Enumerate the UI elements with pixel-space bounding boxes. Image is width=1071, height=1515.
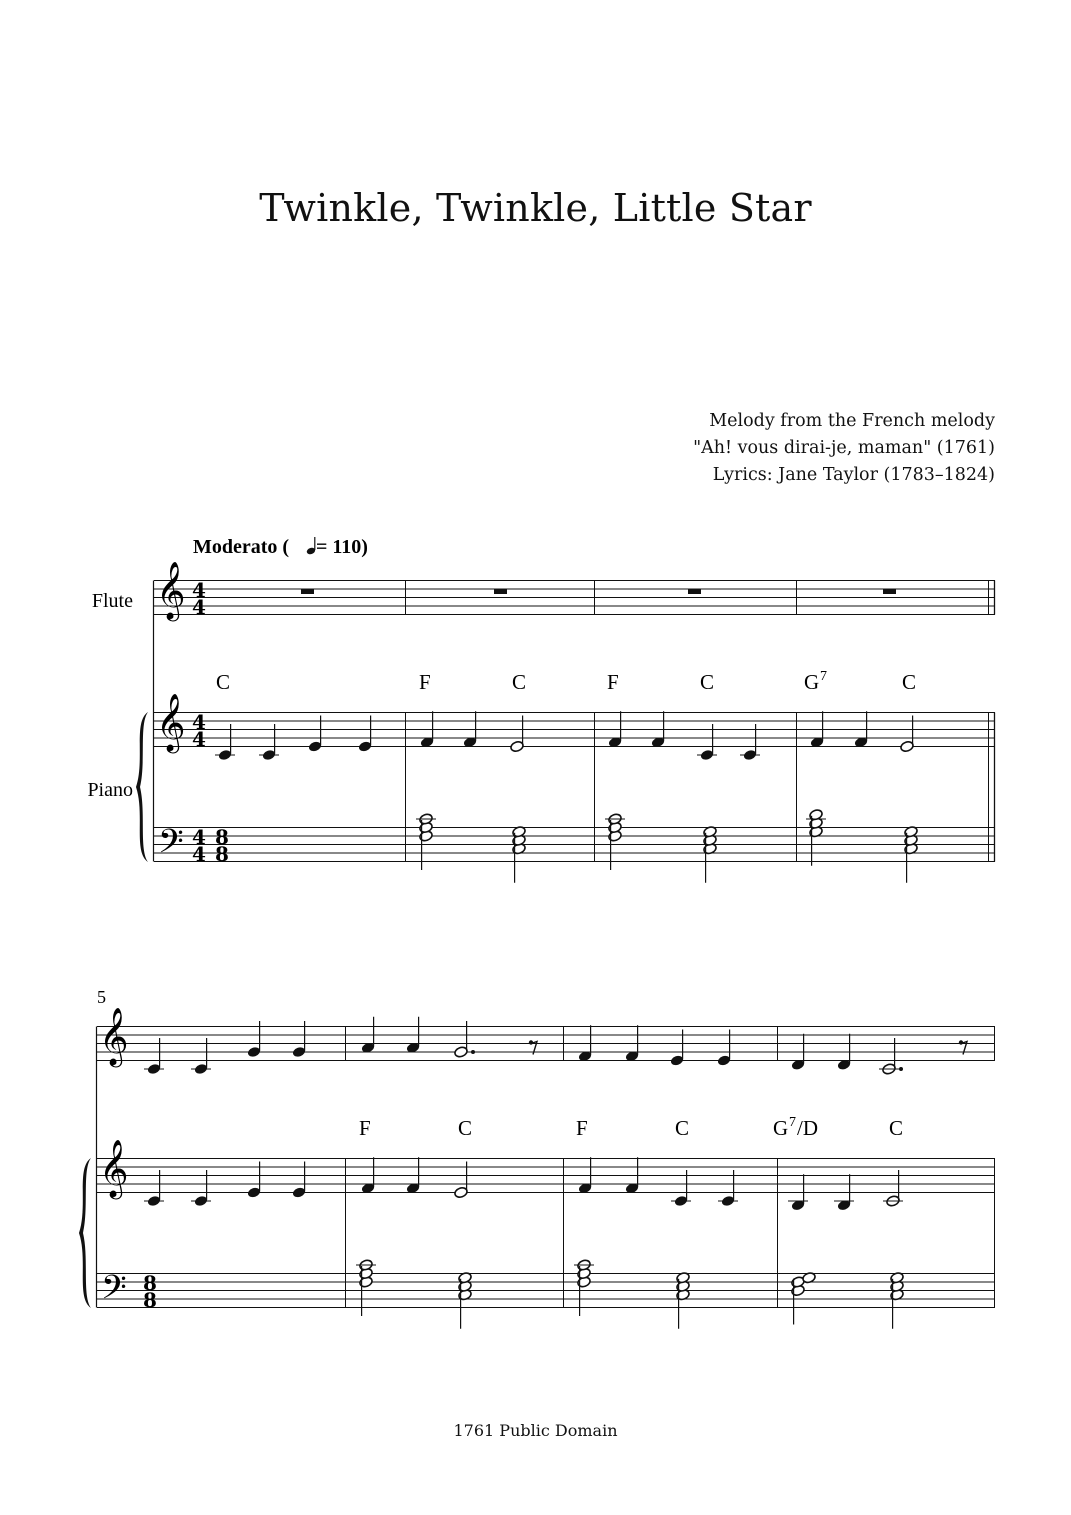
chord-superscript: 7: [789, 1115, 796, 1130]
chord-symbol: C: [458, 1116, 473, 1140]
piano-brace-2: [79, 1158, 91, 1308]
chord-superscript: 7: [820, 669, 827, 684]
flute-staff-1: [154, 581, 995, 615]
piano-bass-chords-system-1: [416, 808, 918, 882]
chord-symbol: F: [419, 670, 431, 694]
flute-rests-system-1: [301, 589, 896, 594]
svg-text:4: 4: [192, 595, 206, 619]
time-signature: [192, 578, 206, 866]
tempo-text: Moderato (: [193, 536, 290, 558]
piano-treble-notes-system-1: [215, 711, 914, 761]
svg-text:4: 4: [192, 578, 206, 602]
chord-symbols-system-1: [216, 669, 916, 694]
credit-line-3: Lyrics: Jane Taylor (1783–1824): [712, 465, 995, 485]
svg-text:4: 4: [192, 727, 206, 751]
measure-number: 5: [97, 987, 106, 1007]
piano-bass-staff-1: [154, 828, 995, 862]
page-title: Twinkle, Twinkle, Little Star: [259, 186, 812, 230]
augmentation-dot: [471, 1050, 475, 1054]
flute-notes-system-2: [144, 1017, 967, 1076]
chord-symbol: F: [576, 1116, 588, 1140]
copyright-footer: 1761 Public Domain: [453, 1421, 618, 1440]
svg-text:8: 8: [215, 842, 229, 866]
quarter-note-icon: [306, 537, 316, 555]
piano-label: Piano: [87, 779, 133, 801]
treble-clef-icon: 𝄞: [156, 561, 186, 619]
svg-text:8: 8: [143, 1288, 157, 1312]
treble-clef-icon: 𝄞: [99, 1007, 129, 1065]
chord-symbol: G: [773, 1116, 789, 1140]
flute-label: Flute: [91, 590, 133, 612]
chord-symbols-system-2: [359, 1115, 903, 1140]
svg-text:4: 4: [192, 710, 206, 734]
chord-symbol: C: [675, 1116, 690, 1140]
chord-symbol: G: [804, 670, 820, 694]
whole-rest-icon: [688, 589, 701, 594]
bass-clef-icon: 𝄢: [158, 823, 184, 869]
tempo-marking: [193, 536, 368, 558]
chord-symbol: C: [216, 670, 231, 694]
bass-eight-marker: [143, 1271, 157, 1312]
chord-symbol: C: [700, 670, 715, 694]
chord-symbol: F: [607, 670, 619, 694]
svg-text:8: 8: [143, 1271, 157, 1295]
credit-line-2: "Ah! vous dirai-je, maman" (1761): [693, 438, 995, 458]
piano-bass-chords-system-2: [356, 1259, 904, 1329]
svg-text:8: 8: [215, 825, 229, 849]
treble-clef-icon: 𝄞: [99, 1139, 129, 1197]
piano-treble-staff-1: [154, 713, 995, 747]
bass-eight-marker: [215, 825, 229, 866]
piano-bass-staff-2: [97, 1274, 995, 1308]
chord-symbol: F: [359, 1116, 371, 1140]
whole-rest-icon: [301, 589, 314, 594]
chord-symbol: C: [512, 670, 527, 694]
svg-text:4: 4: [192, 825, 206, 849]
chord-symbol-bass: /D: [797, 1116, 818, 1140]
tempo-value: = 110): [316, 536, 368, 558]
piano-treble-staff-2: [97, 1159, 995, 1193]
augmentation-dot: [899, 1067, 903, 1071]
whole-rest-icon: [494, 589, 507, 594]
whole-rest-icon: [883, 589, 896, 594]
chord-symbol: C: [889, 1116, 904, 1140]
svg-text:4: 4: [192, 842, 206, 866]
piano-brace-1: [136, 712, 148, 862]
bass-clef-icon: 𝄢: [101, 1269, 127, 1315]
chord-symbol: C: [902, 670, 917, 694]
treble-clef-icon: 𝄞: [156, 693, 186, 751]
flute-staff-2: [97, 1027, 995, 1061]
credit-line-1: Melody from the French melody: [709, 411, 995, 431]
